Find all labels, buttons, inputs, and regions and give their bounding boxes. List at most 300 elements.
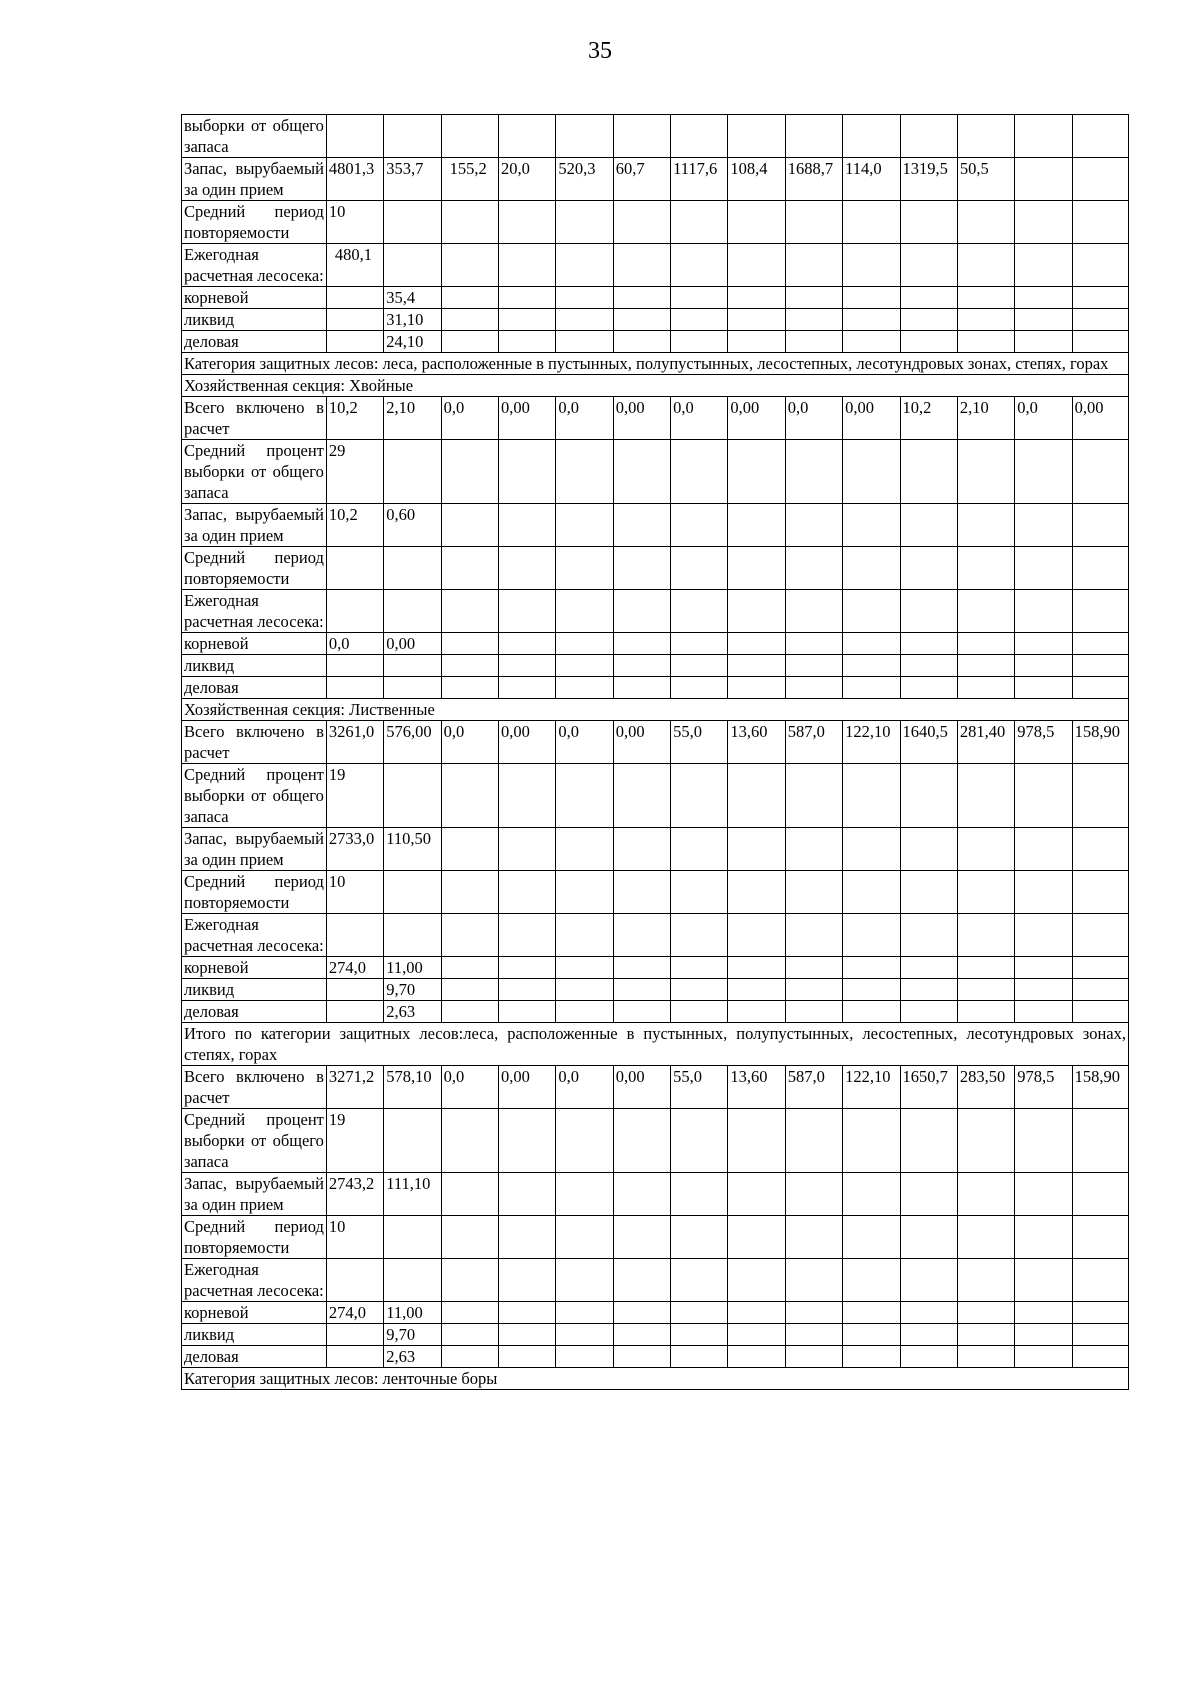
table-cell [843,244,900,287]
table-cell [613,244,670,287]
table-cell: 978,5 [1015,1066,1072,1109]
table-cell [556,764,613,828]
table-cell [671,115,728,158]
table-cell [613,828,670,871]
table-cell [1072,914,1128,957]
table-cell [556,1216,613,1259]
table-cell [728,979,785,1001]
table-cell [556,287,613,309]
table-cell: 13,60 [728,1066,785,1109]
table-cell [843,764,900,828]
table-cell [384,440,441,504]
table-cell [326,677,383,699]
table-row [182,397,1129,440]
table-cell [498,1216,555,1259]
table-cell [613,871,670,914]
table-cell [671,871,728,914]
table-cell [671,590,728,633]
table-cell [326,287,383,309]
table-cell [957,504,1014,547]
row-label: Ежегодная расчетная лесосека: [182,244,327,287]
table-cell [613,440,670,504]
table-cell [957,309,1014,331]
row-label: ликвид [182,309,327,331]
table-cell [384,677,441,699]
table-cell: 114,0 [843,158,900,201]
table-cell [843,655,900,677]
table-cell: 283,50 [957,1066,1014,1109]
table-row [182,309,1129,331]
table-cell [498,828,555,871]
table-cell [1015,590,1072,633]
table-cell: 111,10 [384,1173,441,1216]
table-cell [900,655,957,677]
table-cell [1072,331,1128,353]
table-cell [613,287,670,309]
table-cell [843,1001,900,1023]
table-cell [728,115,785,158]
table-cell [785,1173,842,1216]
table-cell [728,1259,785,1302]
table-cell [843,979,900,1001]
table-cell [900,677,957,699]
table-cell [326,115,383,158]
row-label: Всего включено в расчет [182,721,327,764]
table-cell: 110,50 [384,828,441,871]
table-cell [1072,1001,1128,1023]
table-cell [900,1259,957,1302]
table-cell [843,440,900,504]
table-cell [900,1216,957,1259]
table-cell [843,1302,900,1324]
table-cell [556,440,613,504]
table-cell [843,828,900,871]
table-cell [900,979,957,1001]
table-cell [1015,979,1072,1001]
table-cell [671,764,728,828]
table-cell [957,655,1014,677]
table-cell [728,287,785,309]
table-cell [785,655,842,677]
table-cell [671,914,728,957]
table-cell: 0,0 [671,397,728,440]
table-cell [556,309,613,331]
table-cell [957,201,1014,244]
table-cell [671,1324,728,1346]
table-cell [613,1001,670,1023]
table-cell [957,1216,1014,1259]
table-cell [728,331,785,353]
section-title: Итого по категории защитных лесов:леса, расположенные в пустынных, полупустынных, лесостепных, лесотундровых зонах, степях, горах [182,1023,1129,1066]
table-cell [843,1259,900,1302]
table-cell [785,331,842,353]
table-cell [728,547,785,590]
table-cell [957,764,1014,828]
table-cell [900,309,957,331]
table-cell [728,590,785,633]
table-cell [957,287,1014,309]
table-cell [671,1259,728,1302]
table-cell [843,115,900,158]
table-cell [900,914,957,957]
table-cell [843,1346,900,1368]
table-cell [556,828,613,871]
table-cell [556,590,613,633]
table-cell: 0,0 [556,397,613,440]
table-cell: 55,0 [671,721,728,764]
table-cell: 281,40 [957,721,1014,764]
table-cell [498,1173,555,1216]
table-cell [1072,1302,1128,1324]
row-label: Всего включено в расчет [182,397,327,440]
row-label: Запас, вырубаемый за один прием [182,1173,327,1216]
table-cell [785,547,842,590]
table-row [182,1173,1129,1216]
table-cell [728,1346,785,1368]
table-cell [613,1302,670,1324]
table-cell [900,633,957,655]
table-cell: 11,00 [384,957,441,979]
table-cell [843,633,900,655]
table-cell [1015,1346,1072,1368]
table-cell [1072,979,1128,1001]
table-cell [900,115,957,158]
table-cell [556,1324,613,1346]
table-cell [900,1346,957,1368]
table-cell [556,504,613,547]
table-cell [671,655,728,677]
table-cell [441,331,498,353]
table-cell: 11,00 [384,1302,441,1324]
table-cell [843,957,900,979]
table-row [182,244,1129,287]
table-cell [671,1109,728,1173]
table-cell: 60,7 [613,158,670,201]
row-label: Запас, вырубаемый за один прием [182,158,327,201]
table-cell [326,979,383,1001]
table-cell [671,1346,728,1368]
row-label: деловая [182,1001,327,1023]
row-label: корневой [182,957,327,979]
table-cell: 50,5 [957,158,1014,201]
table-cell [1015,1173,1072,1216]
table-cell [556,115,613,158]
table-cell [1072,655,1128,677]
table-cell: 0,0 [441,1066,498,1109]
table-cell [613,677,670,699]
table-cell [671,331,728,353]
table-cell: 10,2 [326,504,383,547]
table-cell [728,1216,785,1259]
row-label: Средний процент выборки от общего запаса [182,1109,327,1173]
table-cell [843,914,900,957]
table-cell [613,1324,670,1346]
table-cell [498,201,555,244]
table-cell [1015,1259,1072,1302]
table-cell [441,655,498,677]
table-cell [785,440,842,504]
table-cell [498,440,555,504]
table-cell [384,1259,441,1302]
table-cell [1015,828,1072,871]
table-cell [1072,244,1128,287]
table-cell [900,1109,957,1173]
table-cell [957,115,1014,158]
table-cell [785,1109,842,1173]
table-cell: 480,1 [326,244,383,287]
table-cell: 19 [326,1109,383,1173]
table-cell: 520,3 [556,158,613,201]
table-row [182,201,1129,244]
table-cell [785,828,842,871]
table-cell [728,677,785,699]
table-cell: 0,0 [441,721,498,764]
row-label: ликвид [182,979,327,1001]
row-label: Средний процент выборки от общего запаса [182,764,327,828]
table-cell: 122,10 [843,721,900,764]
table-cell: 19 [326,764,383,828]
table-cell [785,677,842,699]
table-cell [441,1001,498,1023]
table-cell [441,1259,498,1302]
table-cell [326,1001,383,1023]
table-cell [613,115,670,158]
table-cell [1015,158,1072,201]
table-cell [1015,914,1072,957]
table-cell [613,914,670,957]
table-cell [671,201,728,244]
row-label: Всего включено в расчет [182,1066,327,1109]
table-cell [384,1216,441,1259]
table-cell [900,1324,957,1346]
table-cell [785,287,842,309]
table-cell: 0,00 [1072,397,1128,440]
table-cell [843,1216,900,1259]
table-cell: 4801,3 [326,158,383,201]
table-cell [728,655,785,677]
table-cell [843,677,900,699]
table-cell [900,440,957,504]
section-title: Хозяйственная секция: Лиственные [182,699,1129,721]
row-label: Ежегодная расчетная лесосека: [182,914,327,957]
table-cell [613,504,670,547]
table-row [182,440,1129,504]
table-cell [556,655,613,677]
table-cell [900,871,957,914]
table-cell [785,1216,842,1259]
table-cell [1072,1259,1128,1302]
table-row [182,633,1129,655]
table-cell [498,979,555,1001]
table-cell: 2743,2 [326,1173,383,1216]
table-cell [556,1259,613,1302]
table-cell [498,1001,555,1023]
table-cell [843,331,900,353]
table-cell [728,201,785,244]
table-row [182,655,1129,677]
table-cell [1072,764,1128,828]
table-cell [671,287,728,309]
table-cell [843,1173,900,1216]
table-cell: 0,00 [498,1066,555,1109]
table-cell: 108,4 [728,158,785,201]
table-cell [498,633,555,655]
table-cell [384,547,441,590]
table-cell [900,1001,957,1023]
table-cell [785,979,842,1001]
table-cell [671,244,728,287]
table-row [182,871,1129,914]
section-title: Хозяйственная секция: Хвойные [182,375,1129,397]
table-row [182,1066,1129,1109]
table-cell [728,1324,785,1346]
table-cell [1015,1109,1072,1173]
table-cell [498,504,555,547]
table-cell [785,590,842,633]
table-cell: 10 [326,1216,383,1259]
table-cell [843,590,900,633]
table-cell [671,979,728,1001]
table-cell: 10 [326,201,383,244]
table-cell [384,590,441,633]
table-cell [900,504,957,547]
table-cell: 0,00 [613,397,670,440]
table-row [182,677,1129,699]
table-cell: 3261,0 [326,721,383,764]
row-label: ликвид [182,655,327,677]
table-cell [900,287,957,309]
table-cell [384,115,441,158]
table-cell [498,914,555,957]
table-row [182,1259,1129,1302]
table-cell [326,655,383,677]
table-cell [900,547,957,590]
table-cell [671,1302,728,1324]
table-cell: 1319,5 [900,158,957,201]
table-cell [1015,655,1072,677]
table-cell [1015,871,1072,914]
table-cell: 0,00 [613,1066,670,1109]
allowable-cut-table [181,114,1129,1390]
table-cell [613,590,670,633]
table-cell [728,504,785,547]
table-cell [957,1324,1014,1346]
table-cell [1072,547,1128,590]
table-cell [957,244,1014,287]
table-cell [613,201,670,244]
table-cell [957,677,1014,699]
table-cell [441,957,498,979]
table-cell [843,1109,900,1173]
row-label: деловая [182,1346,327,1368]
table-row [182,1001,1129,1023]
table-cell [613,764,670,828]
table-cell [785,1001,842,1023]
table-cell [556,1001,613,1023]
table-cell [671,1216,728,1259]
table-cell [728,309,785,331]
table-cell [957,828,1014,871]
table-cell [556,244,613,287]
table-cell [1015,244,1072,287]
table-cell [441,764,498,828]
table-cell [498,309,555,331]
row-label: Средний период повторяемости [182,547,327,590]
table-cell: 0,00 [843,397,900,440]
table-cell: 0,60 [384,504,441,547]
table-row [182,158,1129,201]
table-cell: 353,7 [384,158,441,201]
table-cell [728,914,785,957]
table-cell [441,115,498,158]
page-number: 35 [588,38,612,64]
table-cell [441,1216,498,1259]
table-cell [785,914,842,957]
table-cell: 1688,7 [785,158,842,201]
table-cell [1015,764,1072,828]
table-cell [384,201,441,244]
table-cell [384,764,441,828]
section-title: Категория защитных лесов: ленточные боры [182,1368,1129,1390]
table-cell: 0,00 [498,397,555,440]
table-cell [957,914,1014,957]
table-cell [843,287,900,309]
table-cell [785,764,842,828]
table-cell [843,547,900,590]
table-row [182,1324,1129,1346]
table-cell [556,331,613,353]
table-cell: 10,2 [900,397,957,440]
table-cell [671,547,728,590]
table-cell: 155,2 [441,158,498,201]
table-cell [498,1259,555,1302]
table-cell [613,309,670,331]
table-cell [498,957,555,979]
table-cell [957,1346,1014,1368]
table-cell [441,1324,498,1346]
table-cell [843,1324,900,1346]
section-title: Категория защитных лесов: леса, расположенные в пустынных, полупустынных, лесостепных, лесотундровых зонах, степях, горах [182,353,1129,375]
table-cell [556,914,613,957]
table-cell [900,828,957,871]
table-cell [785,871,842,914]
table-cell [556,633,613,655]
table-cell [1015,957,1072,979]
table-cell [326,331,383,353]
table-cell [957,1173,1014,1216]
table-cell [1072,828,1128,871]
table-cell [957,957,1014,979]
table-cell [1072,1173,1128,1216]
row-label: корневой [182,287,327,309]
table-cell [843,201,900,244]
table-row [182,547,1129,590]
table-cell: 0,00 [728,397,785,440]
table-cell [441,677,498,699]
table-cell [671,677,728,699]
table-cell [957,547,1014,590]
table-cell [900,1173,957,1216]
table-cell [1015,547,1072,590]
table-cell: 0,0 [1015,397,1072,440]
table-cell [613,331,670,353]
table-cell [613,1173,670,1216]
table-cell [1015,1001,1072,1023]
table-cell [441,309,498,331]
table-cell [785,1302,842,1324]
table-cell [498,1324,555,1346]
table-cell: 31,10 [384,309,441,331]
